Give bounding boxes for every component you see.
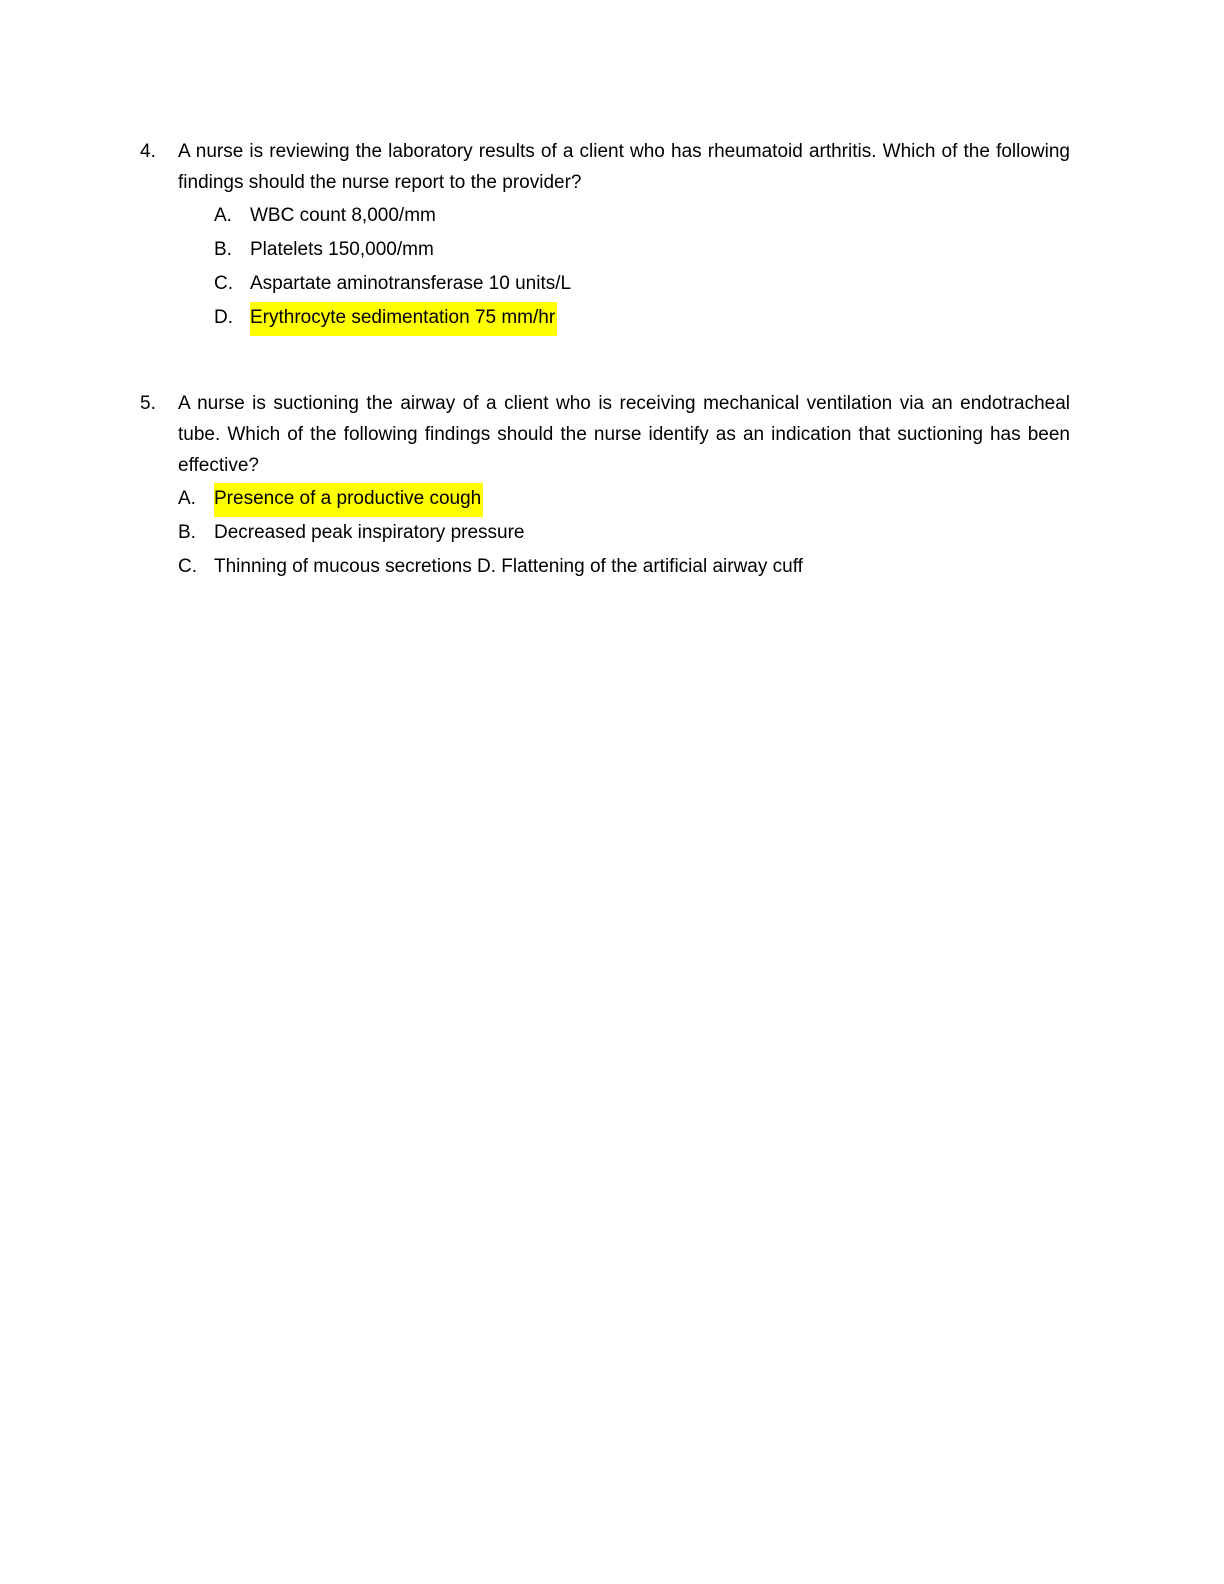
option-letter: B. bbox=[214, 239, 232, 260]
option-letter: B. bbox=[178, 522, 196, 543]
question-5 bbox=[140, 388, 1070, 585]
question-number: 5. bbox=[140, 393, 156, 414]
question-stem: A nurse is suctioning the airway of a client who is receiving mechanical ventilation via an endotracheal tube. Which of the following findings should the nurse identify as an indication that suctioning has been effective? bbox=[178, 393, 1070, 476]
answer-options bbox=[214, 200, 1070, 336]
option-letter: C. bbox=[178, 556, 197, 577]
option-letter: A. bbox=[178, 488, 196, 509]
option-text-highlighted: Presence of a productive cough bbox=[214, 483, 483, 517]
answer-option-a bbox=[214, 200, 1070, 234]
answer-option-d bbox=[214, 302, 1070, 336]
answer-option-a bbox=[178, 483, 1070, 517]
answer-option-c bbox=[178, 551, 1070, 585]
option-text-highlighted: Erythrocyte sedimentation 75 mm/hr bbox=[250, 302, 557, 336]
option-text: Thinning of mucous secretions D. Flattening of the artificial airway cuff bbox=[214, 556, 803, 577]
answer-option-b bbox=[178, 517, 1070, 551]
answer-option-c bbox=[214, 268, 1070, 302]
answer-option-b bbox=[214, 234, 1070, 268]
question-stem: A nurse is reviewing the laboratory results of a client who has rheumatoid arthritis. Which of the following findings should the nurse report to the provider? bbox=[178, 141, 1070, 193]
option-text: Decreased peak inspiratory pressure bbox=[214, 522, 525, 543]
option-text: Platelets 150,000/mm bbox=[250, 239, 434, 260]
option-letter: C. bbox=[214, 273, 233, 294]
answer-options bbox=[178, 483, 1070, 585]
option-letter: A. bbox=[214, 205, 232, 226]
option-letter: D. bbox=[214, 307, 233, 328]
question-number: 4. bbox=[140, 141, 156, 162]
question-4 bbox=[140, 136, 1070, 336]
option-text: WBC count 8,000/mm bbox=[250, 205, 436, 226]
option-text: Aspartate aminotransferase 10 units/L bbox=[250, 273, 572, 294]
